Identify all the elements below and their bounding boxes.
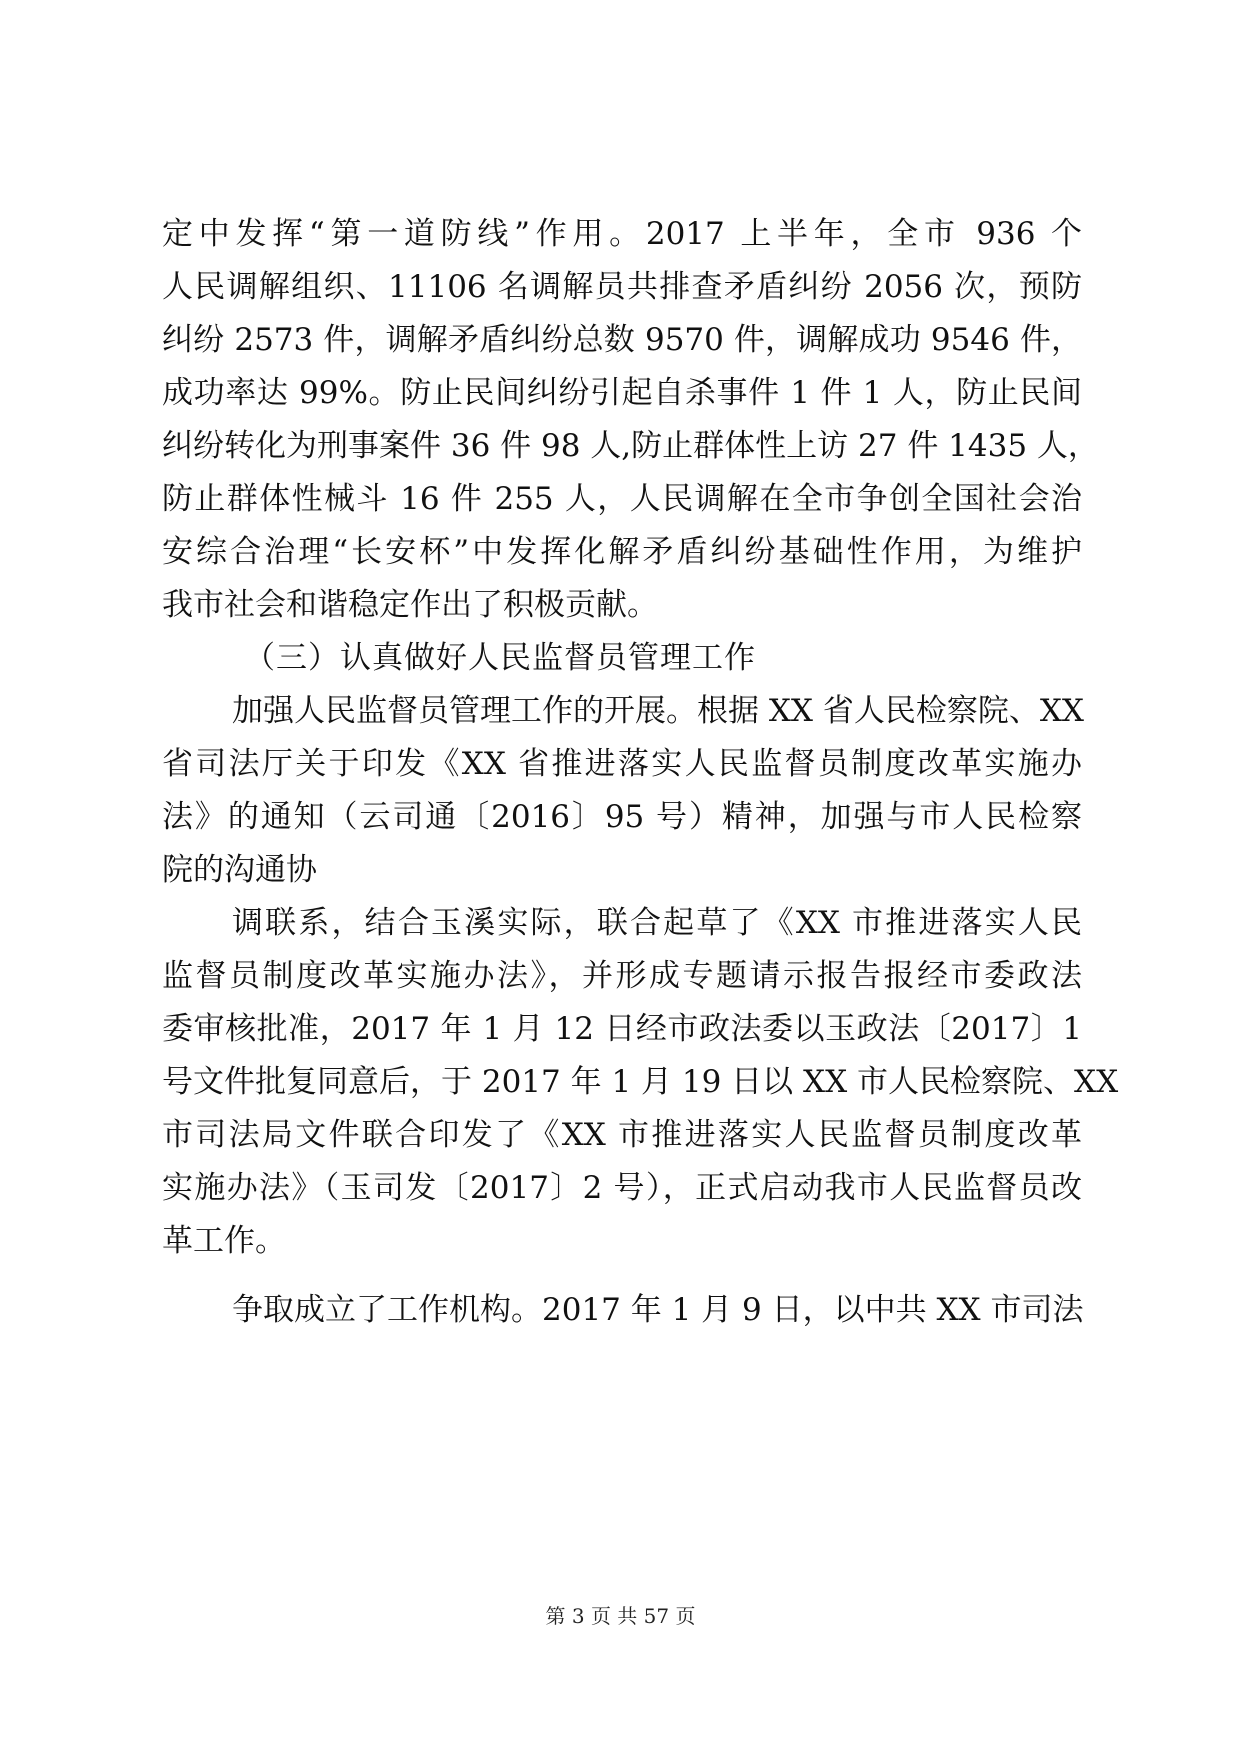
paragraph-line: 我市社会和谐稳定作出了积极贡献。 [162, 587, 658, 623]
page-number-footer: 第 3 页 共 57 页 [545, 1604, 696, 1628]
paragraph-line: 委审核批准，2017 年 1 月 12 日经市政法委以玉政法〔2017〕1 [162, 1011, 1082, 1047]
paragraph-line: 纠纷 2573 件，调解矛盾纠纷总数 9570 件，调解成功 9546 件， [162, 322, 1082, 358]
paragraph-line: 法》的通知（云司通〔2016〕95 号）精神，加强与市人民检察 [162, 799, 1082, 835]
paragraph-line: 院的沟通协 [162, 852, 317, 888]
paragraph-line: 成功率达 99%。防止民间纠纷引起自杀事件 1 件 1 人，防止民间 [162, 375, 1082, 411]
paragraph-line: 安综合治理“长安杯”中发挥化解矛盾纠纷基础性作用，为维护 [162, 534, 1082, 570]
paragraph-line: 革工作。 [162, 1223, 286, 1259]
paragraph-line: 号文件批复同意后，于 2017 年 1 月 19 日以 XX 市人民检察院、XX [162, 1064, 1119, 1100]
paragraph-line: 人民调解组织、11106 名调解员共排查矛盾纠纷 2056 次，预防 [162, 269, 1082, 305]
paragraph-line: 市司法局文件联合印发了《XX 市推进落实人民监督员制度改革 [162, 1117, 1082, 1153]
paragraph-line: 省司法厅关于印发《XX 省推进落实人民监督员制度改革实施办 [162, 746, 1082, 782]
paragraph-line: 调联系，结合玉溪实际，联合起草了《XX 市推进落实人民 [232, 905, 1082, 941]
paragraph-line: 争取成立了工作机构。2017 年 1 月 9 日，以中共 XX 市司法 [232, 1292, 1084, 1328]
paragraph-line: 纠纷转化为刑事案件 36 件 98 人,防止群体性上访 27 件 1435 人， [162, 428, 1099, 464]
section-heading: （三）认真做好人民监督员管理工作 [244, 640, 756, 676]
paragraph-line: 加强人民监督员管理工作的开展。根据 XX 省人民检察院、XX [232, 693, 1084, 729]
paragraph-line: 实施办法》（玉司发〔2017〕2 号），正式启动我市人民监督员改 [162, 1170, 1082, 1206]
paragraph-line: 定中发挥“第一道防线”作用。2017 上半年，全市 936 个 [162, 216, 1082, 252]
paragraph-line: 防止群体性械斗 16 件 255 人，人民调解在全市争创全国社会治 [162, 481, 1082, 517]
paragraph-line: 监督员制度改革实施办法》，并形成专题请示报告报经市委政法 [162, 958, 1082, 994]
